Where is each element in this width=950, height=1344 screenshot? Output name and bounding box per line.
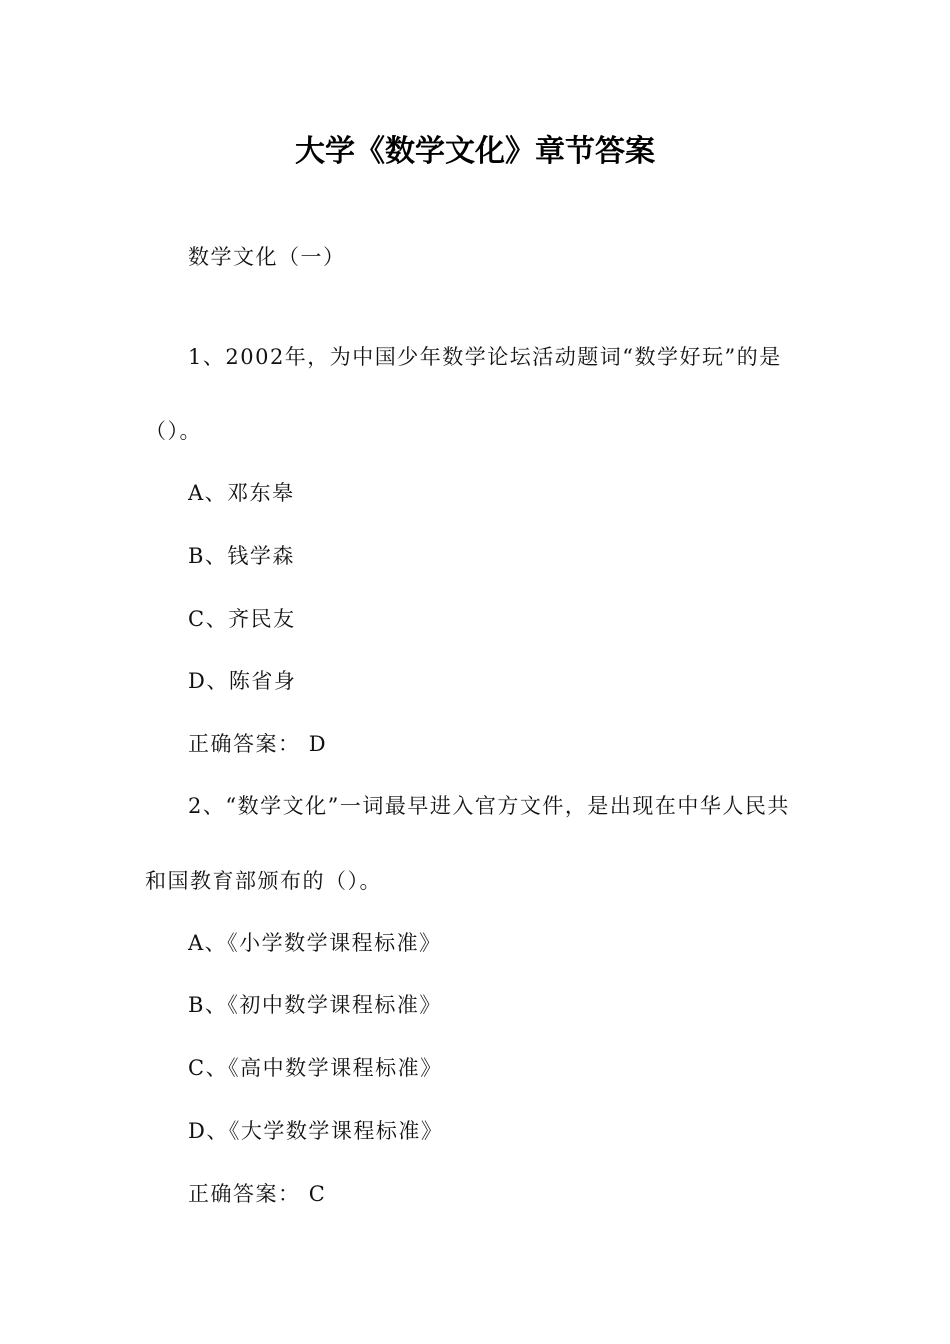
answer-label: 正确答案： bbox=[188, 1182, 301, 1206]
option-c: C、齐民友 bbox=[188, 607, 296, 631]
answer-value: C bbox=[308, 1182, 327, 1206]
answer-value: D bbox=[308, 732, 328, 756]
question-stem-line: 1、2002年，为中国少年数学论坛活动题词“数学好玩”的是 bbox=[188, 345, 782, 369]
section-heading: 数学文化（一） bbox=[188, 245, 346, 269]
option-b: B、《初中数学课程标准》 bbox=[188, 993, 442, 1017]
option-d: D、《大学数学课程标准》 bbox=[188, 1119, 444, 1143]
question-stem-line: 和国教育部颁布的（）。 bbox=[145, 869, 382, 893]
question-stem-line: （）。 bbox=[145, 419, 202, 443]
question-stem-line: 2、“数学文化”一词最早进入官方文件，是出现在中华人民共 bbox=[188, 794, 790, 818]
answer-line bbox=[188, 1179, 326, 1209]
option-a: A、《小学数学课程标准》 bbox=[188, 931, 442, 955]
option-a: A、邓东皋 bbox=[188, 481, 295, 505]
option-d: D、陈省身 bbox=[188, 669, 297, 693]
answer-line bbox=[188, 729, 327, 759]
option-b: B、钱学森 bbox=[188, 544, 295, 568]
option-c: C、《高中数学课程标准》 bbox=[188, 1056, 443, 1080]
document-title: 大学《数学文化》章节答案 bbox=[295, 134, 655, 169]
answer-label: 正确答案： bbox=[188, 732, 301, 756]
